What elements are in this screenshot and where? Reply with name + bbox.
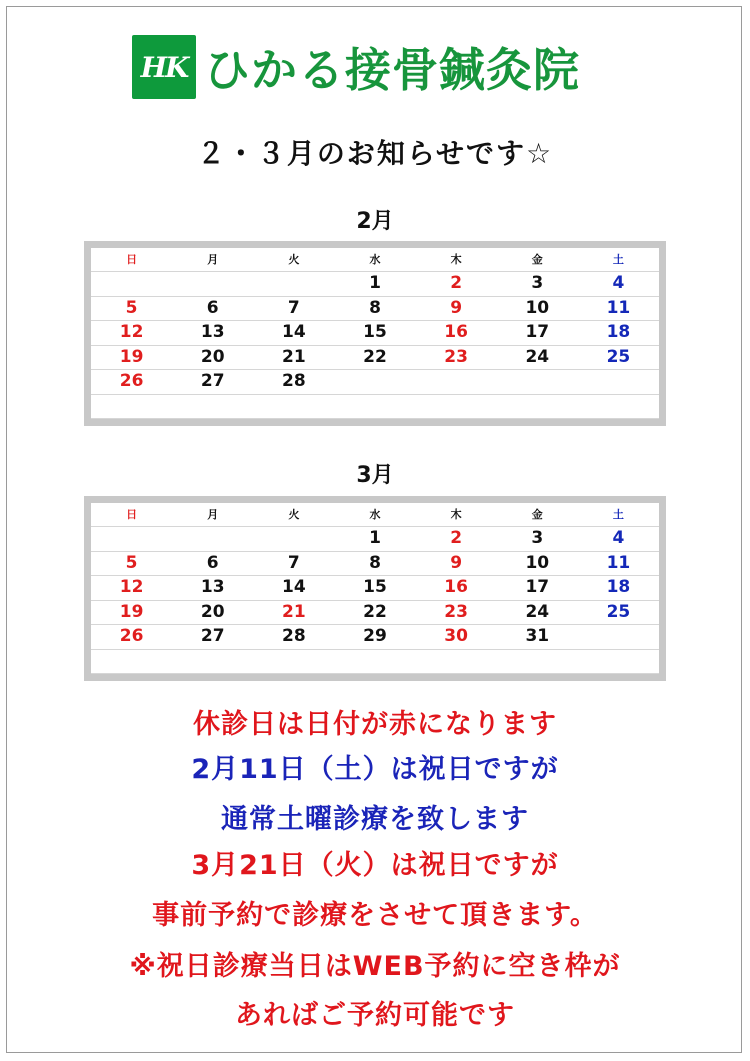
day-cell xyxy=(578,370,659,394)
weekday-label: 土 xyxy=(612,508,624,521)
week-row xyxy=(91,576,659,601)
weekday-label: 月 xyxy=(207,253,219,266)
day-cell xyxy=(578,395,659,419)
day-cell xyxy=(172,527,253,551)
day-cell: 2 xyxy=(450,273,463,293)
weekday-label: 木 xyxy=(450,253,462,266)
day-cell: 6 xyxy=(206,552,219,573)
weekday-label: 金 xyxy=(531,253,543,266)
day-cell: 9 xyxy=(450,297,463,318)
day-cell: 27 xyxy=(200,626,225,646)
day-cell: 20 xyxy=(200,601,225,622)
week-row xyxy=(91,370,659,395)
notice-line-1: 休診日は日付が赤になります xyxy=(193,709,557,740)
day-cell: 11 xyxy=(606,297,631,318)
day-cell: 18 xyxy=(606,322,631,342)
weekday-header-row xyxy=(91,503,659,527)
day-cell: 10 xyxy=(525,552,550,573)
weekday-label: 土 xyxy=(612,253,624,266)
month-title-mar: 3月 xyxy=(356,463,394,488)
notice-line-6: ※祝日診療当日はWEB予約に空き枠が xyxy=(129,951,621,982)
day-cell: 26 xyxy=(119,626,144,646)
week-row xyxy=(91,321,659,346)
notice-line-5: 事前予約で診療をさせて頂きます。 xyxy=(152,900,598,931)
day-cell xyxy=(91,272,172,296)
day-cell: 21 xyxy=(282,346,306,367)
day-cell xyxy=(172,650,253,674)
day-cell xyxy=(172,272,253,296)
month-title-feb: 2月 xyxy=(356,209,394,234)
day-cell xyxy=(253,272,334,296)
day-cell xyxy=(91,650,172,674)
day-cell: 5 xyxy=(125,552,138,573)
day-cell: 13 xyxy=(200,322,225,342)
day-cell: 1 xyxy=(369,273,381,293)
weekday-header-row xyxy=(91,248,659,272)
day-cell: 11 xyxy=(606,552,631,573)
day-cell xyxy=(578,625,659,649)
weekday-label: 木 xyxy=(450,508,462,521)
day-cell: 13 xyxy=(200,577,225,597)
notice-line-3: 通常土曜診療を致します xyxy=(221,804,529,835)
week-row xyxy=(91,346,659,371)
day-cell xyxy=(253,650,334,674)
weekday-label: 水 xyxy=(369,253,381,266)
week-row xyxy=(91,552,659,577)
day-cell: 1 xyxy=(369,528,381,548)
day-cell: 2 xyxy=(450,528,463,548)
day-cell xyxy=(253,527,334,551)
notice-line-4: 3月21日（火）は祝日ですが xyxy=(191,850,559,881)
day-cell: 26 xyxy=(119,371,144,391)
day-cell: 20 xyxy=(200,346,225,367)
day-cell: 7 xyxy=(287,297,300,318)
day-cell xyxy=(578,650,659,674)
day-cell xyxy=(334,370,415,394)
day-cell: 12 xyxy=(119,577,144,597)
day-cell: 15 xyxy=(363,322,387,342)
day-cell: 4 xyxy=(612,528,625,548)
day-cell: 15 xyxy=(363,577,387,597)
day-cell: 7 xyxy=(287,552,300,573)
week-row xyxy=(91,650,659,675)
day-cell: 17 xyxy=(525,577,550,597)
day-cell: 25 xyxy=(606,601,631,622)
day-cell: 8 xyxy=(369,297,381,318)
day-cell xyxy=(334,395,415,419)
day-cell: 18 xyxy=(606,577,631,597)
day-cell: 23 xyxy=(444,601,468,622)
calendar-feb xyxy=(84,241,666,426)
day-cell: 21 xyxy=(282,601,306,622)
day-cell: 27 xyxy=(200,371,225,391)
weekday-label: 金 xyxy=(531,508,543,521)
day-cell: 28 xyxy=(282,371,306,391)
day-cell xyxy=(416,650,497,674)
weekday-label: 日 xyxy=(126,508,138,521)
weekday-label: 火 xyxy=(288,508,300,521)
weekday-label: 月 xyxy=(207,508,219,521)
day-cell xyxy=(416,395,497,419)
week-row xyxy=(91,297,659,322)
day-cell xyxy=(334,650,415,674)
day-cell: 6 xyxy=(206,297,219,318)
day-cell: 19 xyxy=(119,346,144,367)
day-cell xyxy=(91,527,172,551)
day-cell: 4 xyxy=(612,273,625,293)
week-row xyxy=(91,527,659,552)
day-cell: 29 xyxy=(363,626,387,646)
day-cell: 22 xyxy=(363,601,387,622)
day-cell: 8 xyxy=(369,552,381,573)
day-cell xyxy=(497,650,578,674)
day-cell: 16 xyxy=(444,577,468,597)
day-cell xyxy=(172,395,253,419)
notice-line-7: あればご予約可能です xyxy=(235,1000,515,1031)
day-cell: 14 xyxy=(282,577,306,597)
clinic-name: ひかる接骨鍼灸院 xyxy=(204,43,580,97)
day-cell: 5 xyxy=(125,297,138,318)
day-cell: 14 xyxy=(282,322,306,342)
calendar-mar xyxy=(84,496,666,681)
day-cell: 19 xyxy=(119,601,144,622)
day-cell: 24 xyxy=(525,601,550,622)
day-cell: 31 xyxy=(525,626,550,646)
calendar-grid xyxy=(91,248,659,419)
clinic-logo xyxy=(132,34,580,100)
logo-mark: HK xyxy=(132,35,196,99)
day-cell: 24 xyxy=(525,346,550,367)
day-cell: 3 xyxy=(531,528,544,548)
day-cell xyxy=(416,370,497,394)
calendar-grid xyxy=(91,503,659,674)
day-cell: 17 xyxy=(525,322,550,342)
day-cell: 12 xyxy=(119,322,144,342)
day-cell xyxy=(253,395,334,419)
week-row xyxy=(91,395,659,420)
day-cell: 16 xyxy=(444,322,468,342)
day-cell xyxy=(497,370,578,394)
weekday-label: 火 xyxy=(288,253,300,266)
day-cell: 30 xyxy=(444,626,468,646)
week-row xyxy=(91,601,659,626)
announcement-headline: ２・３月のお知らせです☆ xyxy=(196,137,554,170)
day-cell: 22 xyxy=(363,346,387,367)
day-cell: 28 xyxy=(282,626,306,646)
week-row xyxy=(91,272,659,297)
day-cell: 3 xyxy=(531,273,544,293)
notice-line-2: 2月11日（土）は祝日ですが xyxy=(191,754,559,785)
day-cell: 10 xyxy=(525,297,550,318)
day-cell: 9 xyxy=(450,552,463,573)
weekday-label: 水 xyxy=(369,508,381,521)
day-cell: 23 xyxy=(444,346,468,367)
day-cell xyxy=(497,395,578,419)
day-cell xyxy=(91,395,172,419)
weekday-label: 日 xyxy=(126,253,138,266)
day-cell: 25 xyxy=(606,346,631,367)
week-row xyxy=(91,625,659,650)
